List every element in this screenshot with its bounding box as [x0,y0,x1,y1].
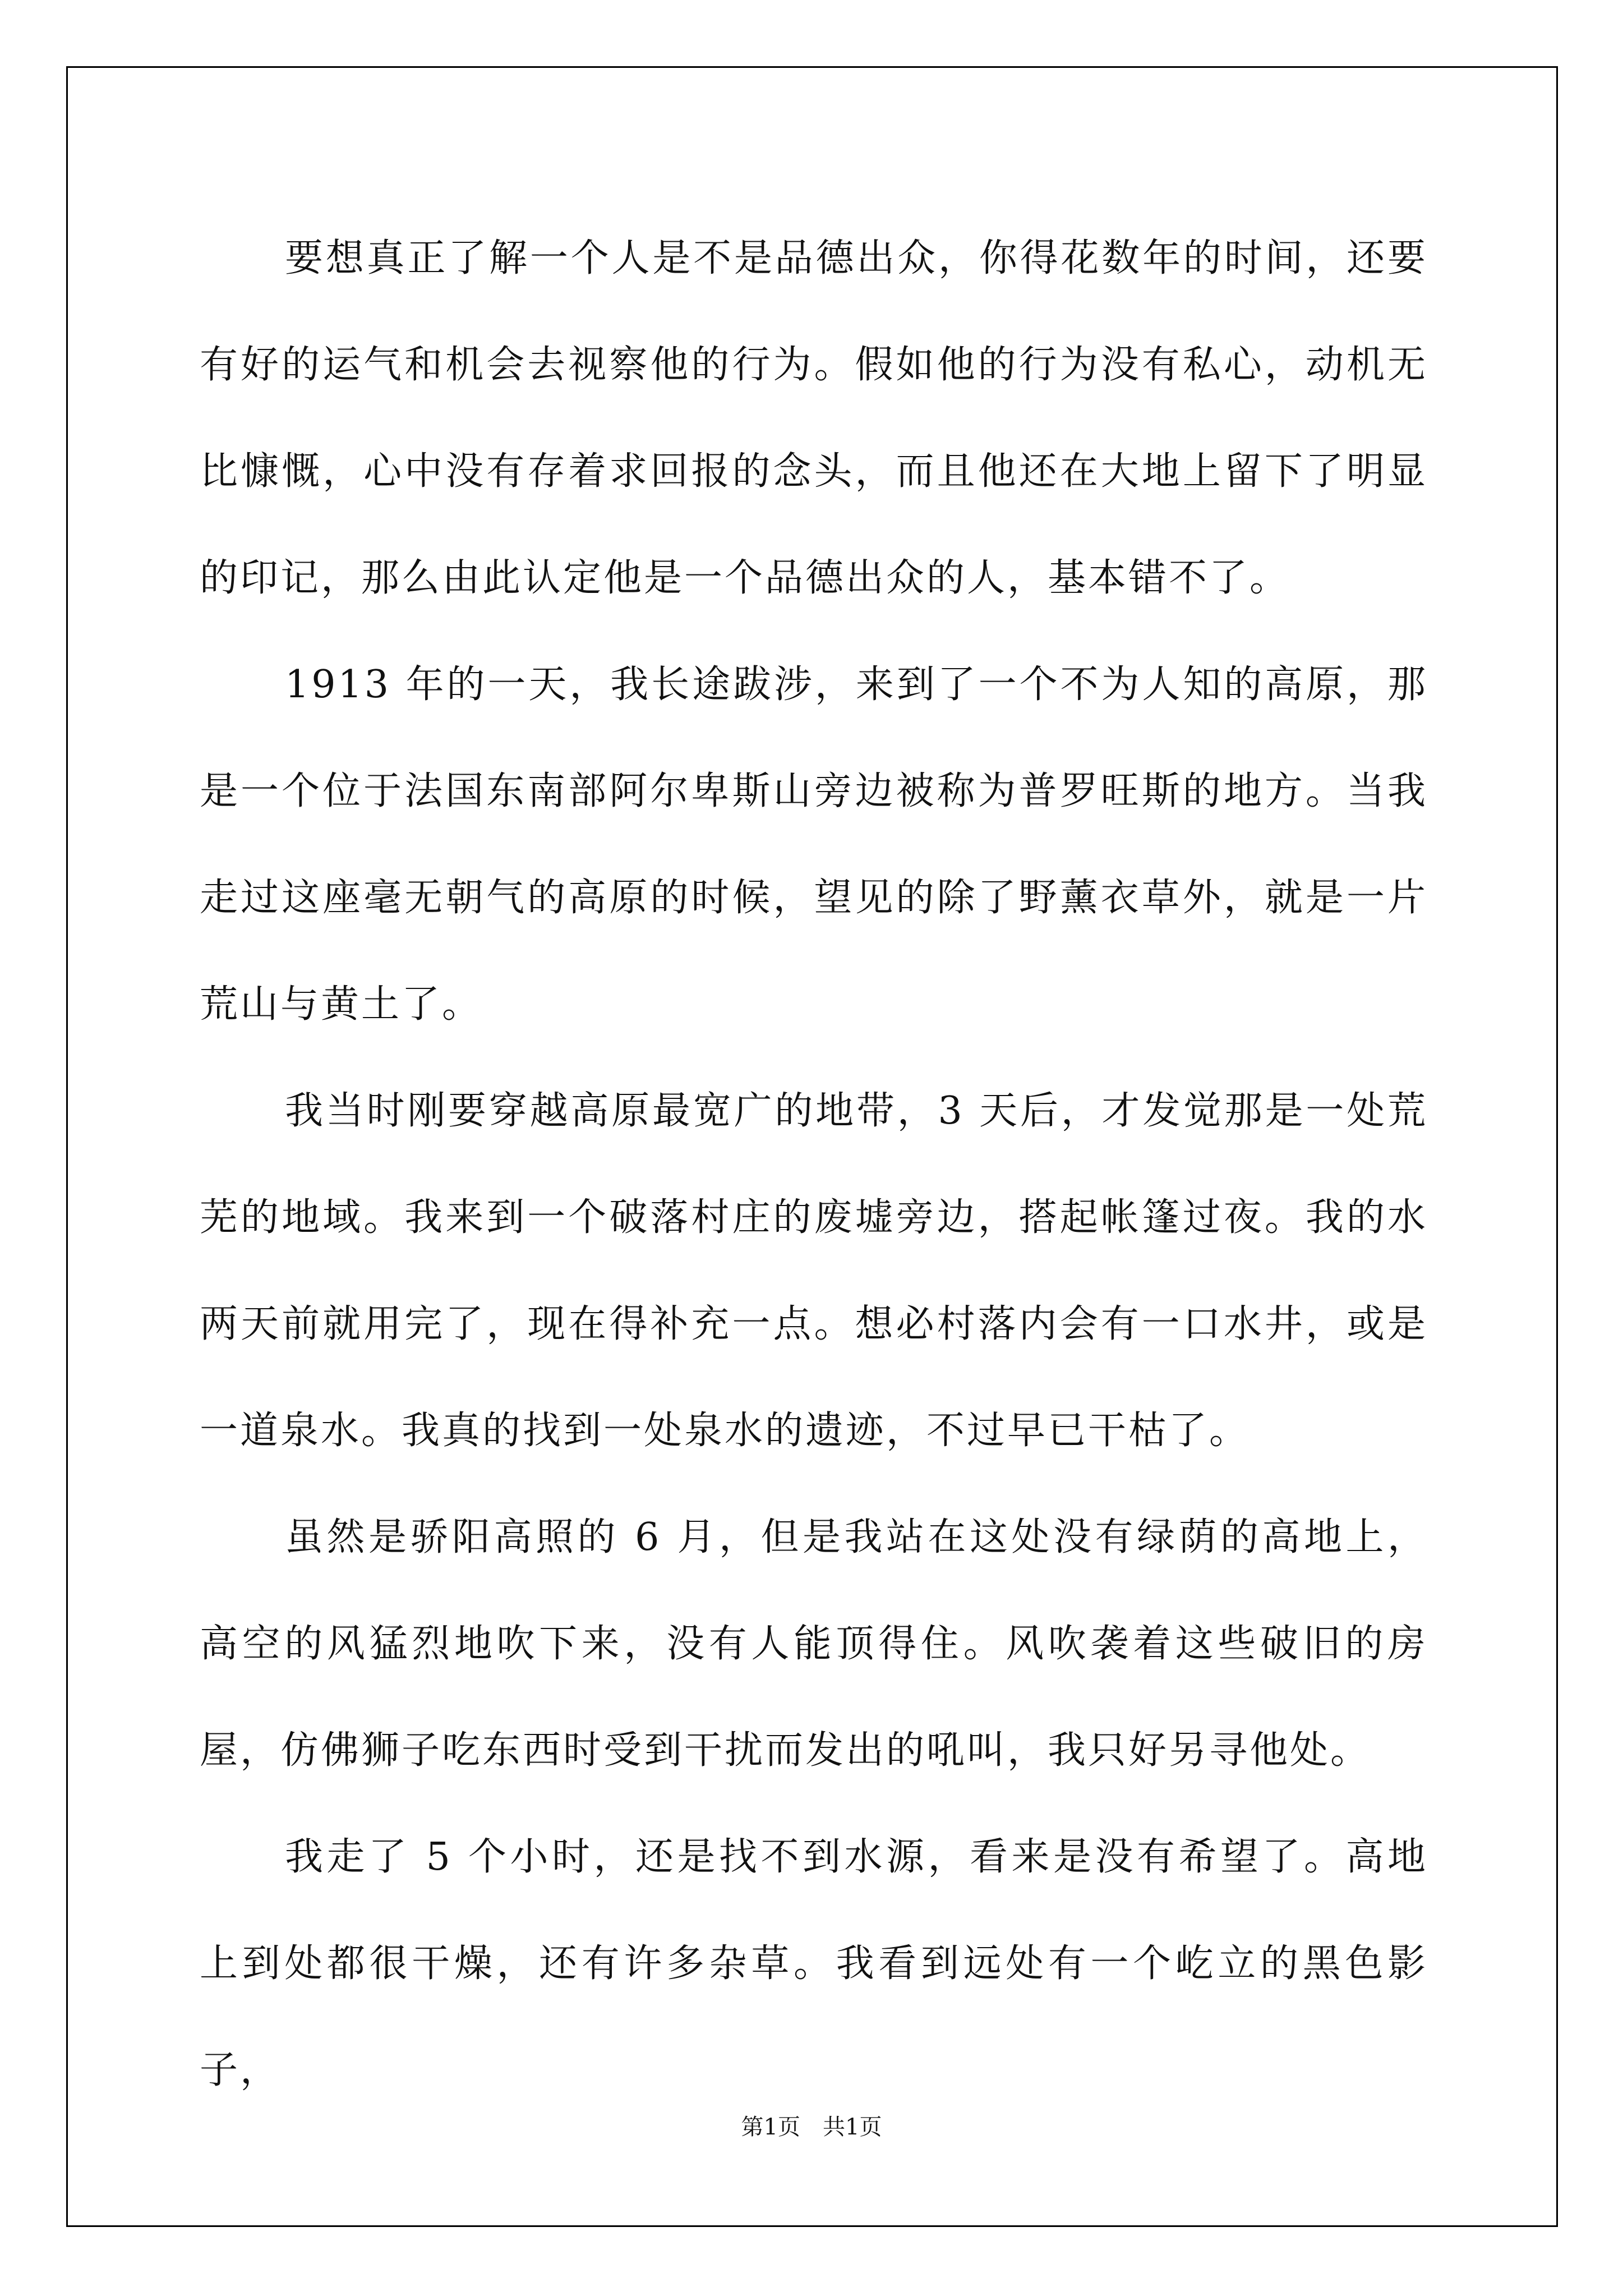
paragraph-2: 1913 年的一天，我长途跋涉，来到了一个不为人知的高原，那是一个位于法国东南部阿尔卑斯山旁边被称为普罗旺斯的地方。当我走过这座毫无朝气的高原的时候，望见的除了野薰衣草外，就是一片荒山与黄土了。 [200,662,1428,1027]
paragraph-5: 我走了 5 个小时，还是找不到水源，看来是没有希望了。高地上到处都很干燥，还有许多杂草。我看到远处有一个屹立的黑色影子， [200,1835,1428,2092]
paragraph-4: 虽然是骄阳高照的 6 月，但是我站在这处没有绿荫的高地上，高空的风猛烈地吹下来，没有人能顶得住。风吹袭着这些破旧的房屋，仿佛狮子吃东西时受到干扰而发出的吼叫，我只好另寻他处。 [200,1515,1428,1773]
page-footer: 第1页 共1页 [741,2114,882,2140]
paragraph-3: 我当时刚要穿越高原最宽广的地带，3 天后，才发觉那是一处荒芜的地域。我来到一个破落村庄的废墟旁边，搭起帐篷过夜。我的水两天前就用完了，现在得补充一点。想必村落内会有一口水井，或是一道泉水。我真的找到一处泉水的遗迹，不过早已干枯了。 [200,1089,1428,1453]
paragraph-1: 要想真正了解一个人是不是品德出众，你得花数年的时间，还要有好的运气和机会去视察他的行为。假如他的行为没有私心，动机无比慷慨，心中没有存着求回报的念头，而且他还在大地上留下了明显的印记，那么由此认定他是一个品德出众的人，基本错不了。 [200,236,1428,600]
document-body [200,205,1428,2124]
